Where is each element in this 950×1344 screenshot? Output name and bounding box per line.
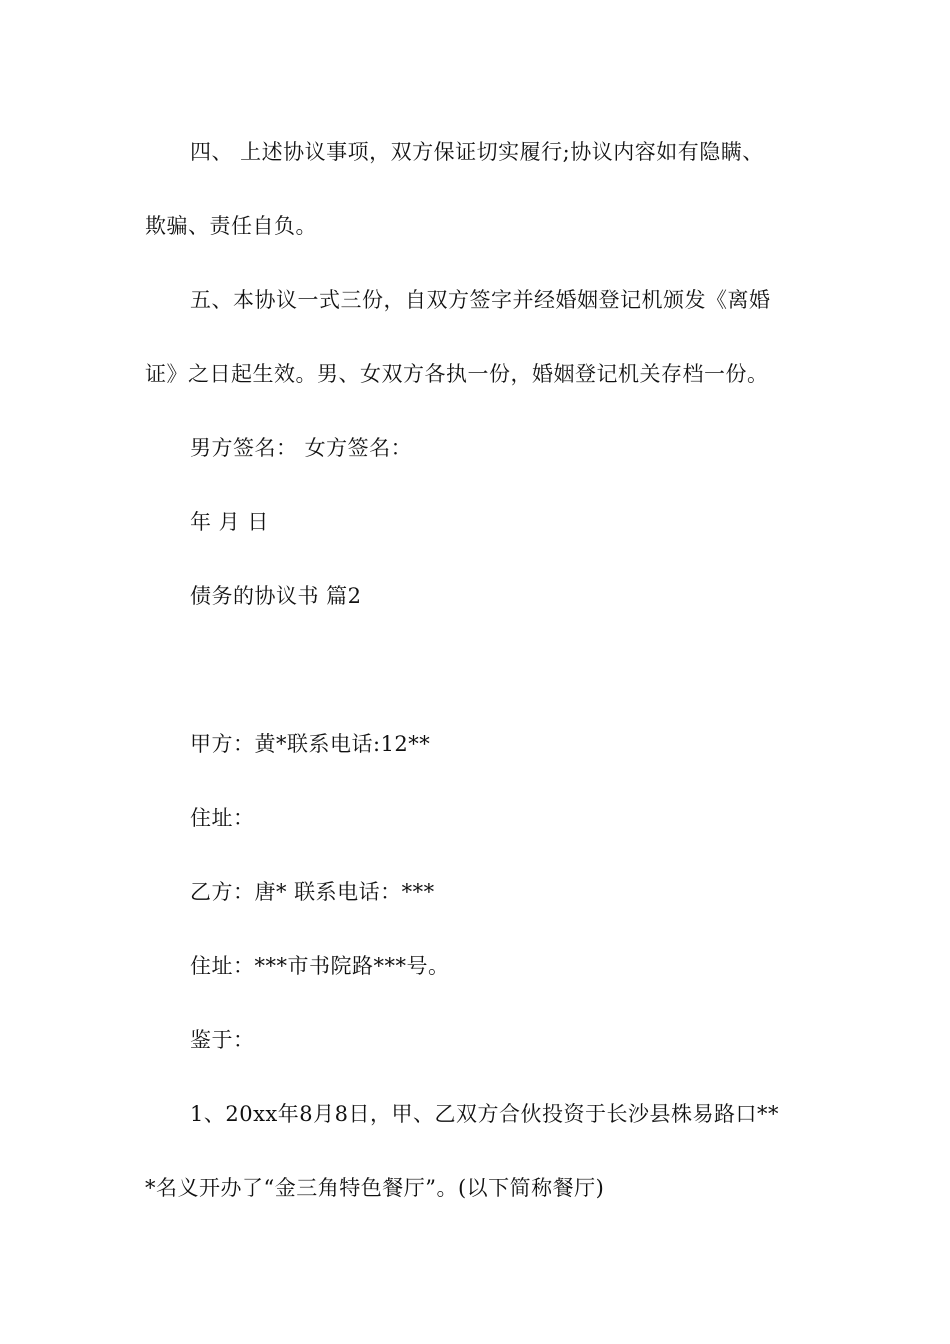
clause-one-line-2: *名义开办了“金三角特色餐厅”。(以下简称餐厅) <box>145 1176 605 1200</box>
party-a-line: 甲方：黄*联系电话:12** <box>190 732 431 756</box>
party-a-address: 住址： <box>190 806 255 830</box>
paragraph-five-line-2: 证》之日起生效。男、女双方各执一份，婚姻登记机关存档一份。 <box>145 362 769 386</box>
paragraph-four-line-1: 四、 上述协议事项，双方保证切实履行;协议内容如有隐瞒、 <box>190 140 764 164</box>
section-title: 债务的协议书 篇2 <box>190 584 362 608</box>
whereas-heading: 鉴于： <box>190 1028 255 1052</box>
clause-one-line-1: 1、20xx年8月8日，甲、乙双方合伙投资于长沙县株易路口** <box>190 1102 779 1126</box>
party-b-address: 住址：***市书院路***号。 <box>190 954 450 978</box>
party-b-line: 乙方：唐* 联系电话：*** <box>190 880 435 904</box>
signature-line: 男方签名： 女方签名： <box>190 436 413 460</box>
paragraph-four-line-2: 欺骗、责任自负。 <box>145 214 317 238</box>
paragraph-five-line-1: 五、本协议一式三份，自双方签字并经婚姻登记机颁发《离婚 <box>190 288 771 312</box>
date-line: 年 月 日 <box>190 510 269 534</box>
